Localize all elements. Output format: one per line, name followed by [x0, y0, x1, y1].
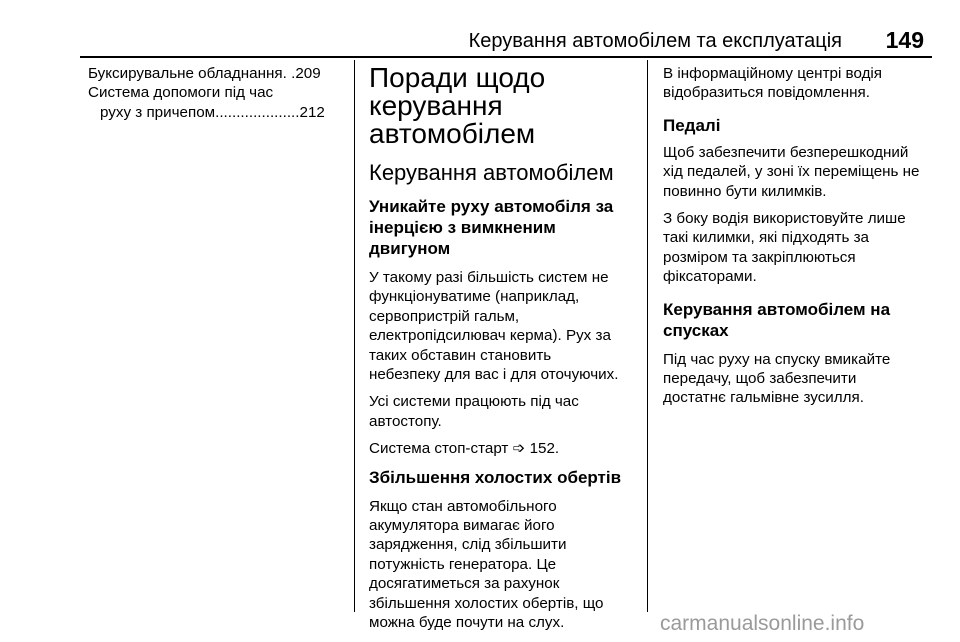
toc-entry-trailer-assist[interactable]	[88, 83, 350, 102]
text-line: такі килимки, які підходять за	[663, 229, 869, 247]
toc-label: Буксирувальне обладнання	[88, 65, 283, 82]
text-line: В інформаційному центрі водія	[663, 65, 883, 82]
cross-reference-stop-start[interactable]	[369, 439, 639, 458]
arrow-icon: ➩	[512, 440, 526, 458]
text-line: електропідсилювач керма). Рух за	[369, 327, 611, 345]
text-line: небезпеку для вас і для оточуючих.	[369, 366, 619, 384]
paragraph-pedals-clearance	[663, 143, 939, 201]
cross-reference-text: Система стоп-старт	[369, 440, 509, 458]
toc-page: 212	[299, 103, 325, 121]
chapter-title-line: керування	[369, 90, 503, 121]
text-line: З боку водія використовуйте лише	[663, 210, 906, 228]
subsection-heading-downhill	[663, 299, 939, 341]
toc-entry-trailer-assist-cont[interactable]	[88, 103, 350, 122]
paragraph-autostop	[369, 392, 639, 431]
chapter-title-line: автомобілем	[369, 118, 536, 149]
paragraph-driver-info	[663, 64, 939, 103]
text-line: Усі системи працюють під час	[369, 393, 579, 411]
text-line: повинно бути килимків.	[663, 182, 827, 200]
right-column	[663, 64, 939, 416]
text-line: У такому разі більшість систем не	[369, 269, 609, 286]
text-line: хід педалей, у зоні їх переміщень не	[663, 163, 920, 181]
subsection-heading-idle-speed: Збільшення холостих обертів	[369, 467, 622, 487]
heading-line: Керування автомобілем на	[663, 299, 891, 319]
subsection-heading-coasting	[369, 196, 639, 259]
text-line: потужність генератора. Це	[369, 555, 557, 573]
toc-dots: ....................	[215, 103, 300, 121]
paragraph-downhill	[663, 350, 939, 408]
toc-label: Система допомоги під час	[88, 84, 274, 102]
left-column	[88, 64, 350, 122]
middle-column	[369, 64, 639, 641]
page-number: 149	[885, 27, 924, 53]
text-line: функціонуватиме (наприклад,	[369, 288, 580, 306]
text-line: автостопу.	[369, 412, 442, 430]
header-title: Керування автомобілем та експлуатація	[468, 30, 842, 52]
section-heading: Керування автомобілем	[369, 160, 614, 185]
text-line: акумулятора вимагає його	[369, 517, 555, 535]
watermark: carmanualsonline.info	[660, 612, 865, 635]
chapter-title-line: Поради щодо	[369, 62, 546, 93]
text-line: сервопристрій гальм,	[369, 307, 520, 325]
toc-entry-towing[interactable]	[88, 64, 350, 83]
text-line: таких обставин становить	[369, 346, 552, 364]
column-divider-right	[647, 60, 648, 612]
text-line: фіксаторами.	[663, 268, 757, 286]
paragraph-floor-mats	[663, 209, 939, 287]
cross-reference-page: 152.	[529, 440, 560, 458]
text-line: можна буде почути на слух.	[369, 614, 565, 632]
toc-page: 209	[295, 65, 321, 82]
column-divider-left	[354, 60, 355, 612]
heading-line: інерцією з вимкненим двигуном	[369, 218, 556, 258]
header-rule	[80, 56, 932, 58]
text-line: досягатиметься за рахунок	[369, 575, 560, 593]
text-line: достатнє гальмівне зусилля.	[663, 389, 864, 407]
toc-label: руху з причепом	[100, 103, 216, 121]
text-line: збільшення холостих обертів, що	[369, 594, 604, 612]
text-line: відобразиться повідомлення.	[663, 84, 870, 102]
heading-line: Уникайте руху автомобіля за	[369, 197, 614, 216]
text-line: передачу, щоб забезпечити	[663, 370, 857, 388]
text-line: зарядження, слід збільшити	[369, 536, 567, 554]
text-line: розміром та закріплюються	[663, 248, 856, 266]
text-line: Щоб забезпечити безперешкодний	[663, 143, 909, 161]
chapter-title	[369, 64, 639, 148]
text-line: Під час руху на спуску вмикайте	[663, 350, 891, 368]
page-header	[80, 26, 932, 56]
text-line: Якщо стан автомобільного	[369, 497, 557, 515]
toc-dots: . .	[282, 65, 296, 82]
paragraph-coasting-warning	[369, 268, 639, 384]
subsection-heading-pedals: Педалі	[663, 115, 721, 135]
paragraph-idle-speed	[369, 497, 639, 633]
heading-line: спусках	[663, 320, 729, 340]
